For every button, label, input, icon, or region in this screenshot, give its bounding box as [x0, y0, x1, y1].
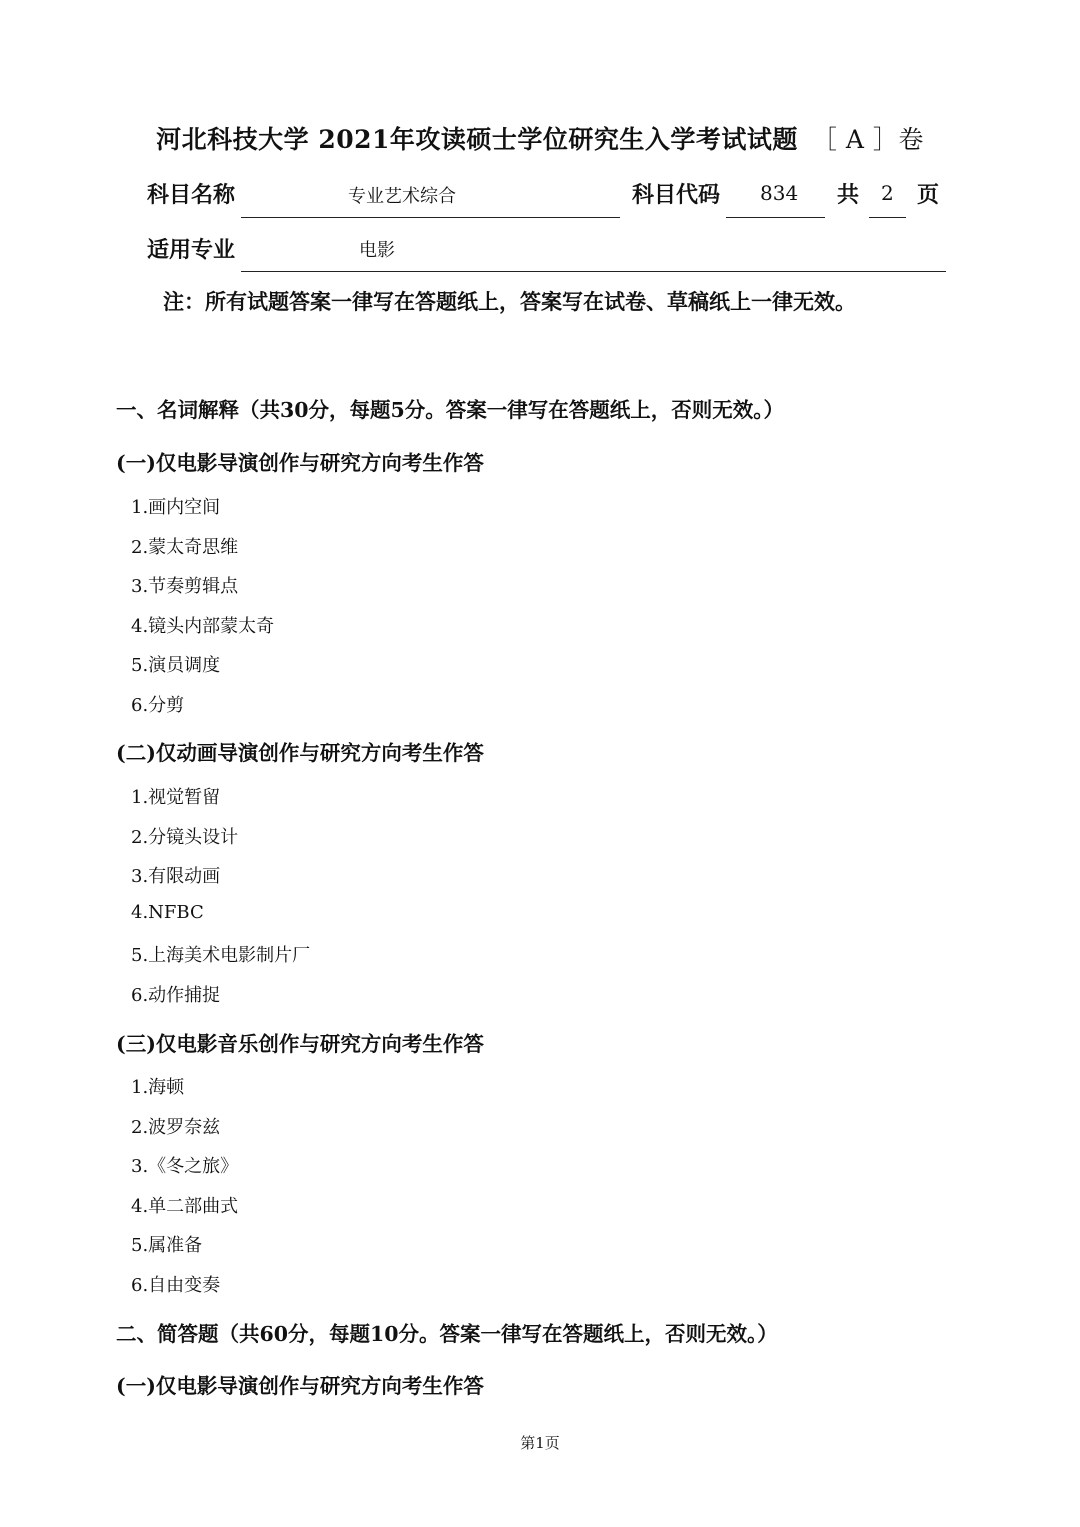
- pages-suffix: 页: [917, 182, 940, 208]
- subject-code-value: 834: [760, 181, 799, 205]
- page-number: 第1页: [520, 1434, 560, 1452]
- list-item: 2.波罗奈兹: [131, 1117, 221, 1138]
- list-item: 5.上海美术电影制片厂: [131, 945, 311, 966]
- subject-code-label: 科目代码: [632, 182, 721, 208]
- exam-title-text: 河北科技大学 2021年攻读硕士学位研究生入学考试试题: [156, 125, 798, 154]
- list-item: 1.画内空间: [131, 497, 221, 518]
- pages-prefix: 共: [837, 182, 860, 208]
- list-item: 3.《冬之旅》: [131, 1156, 239, 1177]
- list-item: 4.镜头内部蒙太奇: [131, 616, 275, 637]
- list-item: 6.自由变奏: [131, 1275, 221, 1296]
- part2-heading: 二、简答题（共60分，每题10分。答案一律写在答题纸上，否则无效。）: [116, 1322, 778, 1346]
- major-value: 电影: [359, 240, 395, 261]
- list-item: 3.有限动画: [131, 866, 221, 887]
- part1-group3-heading: (三)仅电影音乐创作与研究方向考生作答: [116, 1032, 484, 1056]
- list-item: 5.演员调度: [131, 655, 221, 676]
- part1-group2-heading: (二)仅动画导演创作与研究方向考生作答: [116, 741, 484, 765]
- subject-name-value: 专业艺术综合: [348, 186, 456, 207]
- subject-name-underline: [241, 217, 620, 218]
- paper-type: ［ A ］卷: [811, 125, 924, 154]
- list-item: 1.视觉暂留: [131, 787, 221, 808]
- list-item: 6.动作捕捉: [131, 985, 221, 1006]
- list-item: 5.属准备: [131, 1235, 203, 1256]
- part1-group1-heading: (一)仅电影导演创作与研究方向考生作答: [116, 451, 484, 475]
- list-item: 3.节奏剪辑点: [131, 576, 239, 597]
- pages-value: 2: [881, 181, 894, 205]
- list-item: 2.分镜头设计: [131, 827, 239, 848]
- exam-note: 注：所有试题答案一律写在答题纸上，答案写在试卷、草稿纸上一律无效。: [163, 289, 856, 314]
- exam-title: [0, 120, 1080, 156]
- major-underline: [241, 271, 946, 272]
- part2-group1-heading: (一)仅电影导演创作与研究方向考生作答: [116, 1374, 484, 1398]
- list-item: 6.分剪: [131, 695, 185, 716]
- list-item: 2.蒙太奇思维: [131, 537, 239, 558]
- list-item: 4.单二部曲式: [131, 1196, 239, 1217]
- major-label: 适用专业: [147, 237, 236, 263]
- part1-heading: 一、名词解释（共30分，每题5分。答案一律写在答题纸上，否则无效。）: [116, 398, 785, 422]
- list-item: 1.海顿: [131, 1077, 185, 1098]
- list-item: 4.NFBC: [131, 902, 204, 923]
- pages-underline: [869, 217, 906, 218]
- subject-code-underline: [726, 217, 825, 218]
- subject-name-label: 科目名称: [147, 182, 236, 208]
